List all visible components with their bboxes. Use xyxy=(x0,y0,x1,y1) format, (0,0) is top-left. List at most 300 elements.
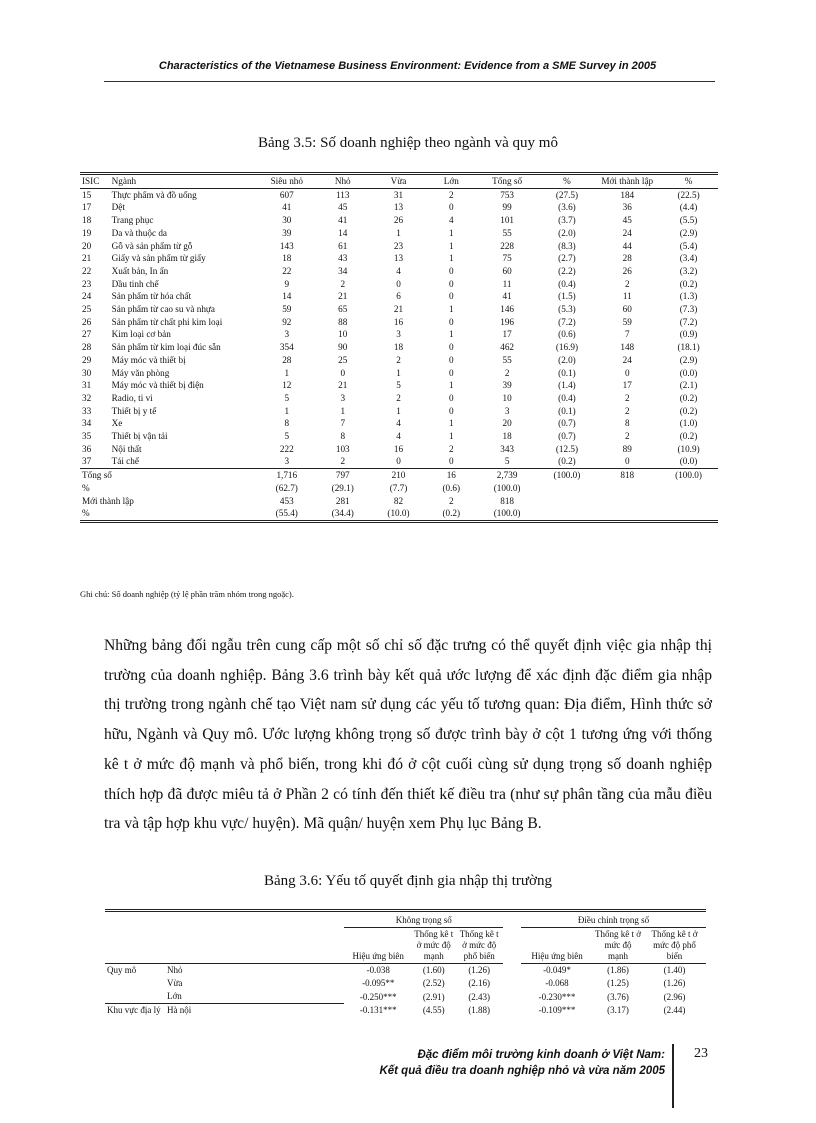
table-cell xyxy=(659,495,718,508)
table-cell: (2.9) xyxy=(679,227,698,238)
table-row xyxy=(80,290,718,303)
table-cell: 92 xyxy=(282,316,292,327)
table-row xyxy=(80,188,718,201)
table-cell xyxy=(595,482,659,495)
table-cell: 60 xyxy=(502,265,512,276)
summary-row xyxy=(80,495,718,508)
table-cell: (1.88) xyxy=(468,1005,491,1015)
table-cell: 818 xyxy=(620,470,635,481)
table-cell: (7.3) xyxy=(679,304,698,315)
table-cell: 27 xyxy=(82,329,92,340)
table-cell: (2.0) xyxy=(558,227,576,238)
summary-row xyxy=(80,482,718,495)
spacer-cell xyxy=(503,1004,521,1018)
table-cell: 18 xyxy=(282,253,292,264)
table-cell: 16 xyxy=(446,470,456,481)
table-cell: (1.5) xyxy=(558,291,576,302)
table-row xyxy=(80,455,718,468)
table-cell: 2 xyxy=(396,392,401,403)
table-cell: (2.91) xyxy=(422,991,445,1002)
table-cell: 0 xyxy=(448,316,454,327)
table-cell: 210 xyxy=(391,470,406,481)
table-cell: 31 xyxy=(393,189,404,200)
table-cell: (2.43) xyxy=(468,991,491,1002)
table-cell: 2 xyxy=(396,354,401,365)
table-cell: 196 xyxy=(500,316,514,327)
table-cell: (1.4) xyxy=(558,380,576,391)
table-cell: 29 xyxy=(82,354,92,365)
table-cell: 818 xyxy=(500,495,514,506)
table-cell: -0.109*** xyxy=(538,1005,576,1015)
table-cell xyxy=(595,507,659,521)
table-cell: 0 xyxy=(370,455,427,468)
table-cell: (0.4) xyxy=(558,278,576,289)
table-cell: 5 xyxy=(284,431,290,442)
table-cell: (2.52) xyxy=(422,978,445,988)
table-cell: 24 xyxy=(622,227,632,238)
table-cell: -0.230*** xyxy=(538,991,576,1002)
table-cell: 0 xyxy=(427,455,476,468)
table-row xyxy=(80,328,718,341)
table-cell: Máy móc và thiết bị xyxy=(111,354,186,365)
table-cell: (100.0) xyxy=(476,507,539,521)
table-cell: 228 xyxy=(500,240,514,251)
table-cell: 0 xyxy=(595,455,659,468)
table-cell: 2 xyxy=(448,443,454,454)
table-cell: 1 xyxy=(448,240,454,251)
table-row xyxy=(80,341,718,354)
table-cell: Thiết bị y tế xyxy=(111,405,157,416)
table-cell: (0.2) xyxy=(679,278,698,289)
table-cell: Trang phục xyxy=(111,215,154,226)
table-cell: (1.40) xyxy=(663,965,686,975)
table-cell: 34 xyxy=(82,418,92,429)
table-row xyxy=(80,443,718,456)
table-cell: Xuất bản, In ấn xyxy=(111,265,169,276)
table-cell: -0.095** xyxy=(362,978,395,988)
table-cell: (10.9) xyxy=(677,443,700,454)
table-cell: 25 xyxy=(82,304,92,315)
spacer-cell xyxy=(503,964,521,978)
table-cell: Nội thất xyxy=(111,443,142,454)
table-cell: (27.5) xyxy=(555,189,579,200)
table-cell: 13 xyxy=(393,253,404,264)
table-cell: (2.16) xyxy=(468,978,491,988)
table-cell: 23 xyxy=(82,278,92,289)
table-cell: (0.7) xyxy=(558,431,576,442)
table-cell: 17 xyxy=(82,202,92,213)
table-cell: 1 xyxy=(448,418,454,429)
table-cell: 16 xyxy=(393,316,404,327)
table-row xyxy=(80,252,718,265)
table-cell: 39 xyxy=(502,380,512,391)
table-cell: Dệt xyxy=(111,202,125,213)
table-cell: (100.0) xyxy=(553,470,581,481)
table-cell: 12 xyxy=(282,380,292,391)
table-cell: (12.5) xyxy=(555,443,579,454)
table-cell: 2,739 xyxy=(496,470,518,481)
sub-header: Hiệu ứng biên xyxy=(344,928,412,964)
table-cell: 14 xyxy=(282,291,292,302)
table-cell: 143 xyxy=(279,240,294,251)
table-cell: 45 xyxy=(338,202,348,213)
table-cell xyxy=(659,507,718,521)
table-cell: (100.0) xyxy=(493,482,521,493)
table-cell: 3 xyxy=(340,392,346,403)
table-cell: (1.26) xyxy=(468,965,491,975)
table-cell xyxy=(539,482,596,495)
table-cell: 607 xyxy=(279,189,294,200)
table-cell: 1 xyxy=(448,380,454,391)
table-cell: (0.7) xyxy=(558,418,576,429)
table-cell: % xyxy=(82,482,90,493)
table-cell: 5 xyxy=(396,380,401,391)
table-cell: (3.6) xyxy=(558,202,576,213)
table-cell: 75 xyxy=(502,253,512,264)
table-cell: 31 xyxy=(82,380,92,391)
table-row xyxy=(80,392,718,405)
table-row xyxy=(105,990,706,1004)
table-cell: Vừa xyxy=(166,978,183,988)
table-cell: 8 xyxy=(340,431,346,442)
table-cell: 17 xyxy=(622,380,632,391)
table-cell: 1 xyxy=(396,367,401,378)
table-cell: Nhỏ xyxy=(166,965,183,975)
table-cell: 2 xyxy=(340,278,346,289)
table-cell: 41 xyxy=(282,202,292,213)
table-cell: 16 xyxy=(393,443,404,454)
table-cell: 34 xyxy=(338,265,348,276)
table-cell: 22 xyxy=(282,265,292,276)
table-cell: (1.86) xyxy=(607,965,629,975)
table-cell: (8.3) xyxy=(558,240,576,251)
table-cell: 103 xyxy=(335,443,350,454)
table-cell: (0.6) xyxy=(558,329,576,340)
table-cell: 28 xyxy=(282,354,292,365)
table-cell: 2 xyxy=(448,189,454,200)
table-cell xyxy=(659,482,718,495)
table-cell: 21 xyxy=(338,291,348,302)
table-cell: 20 xyxy=(82,240,92,251)
table-cell: 1 xyxy=(448,431,454,442)
summary-row xyxy=(80,507,718,521)
spacer-cell xyxy=(503,977,521,990)
table-cell: 0 xyxy=(448,278,454,289)
table-cell: 61 xyxy=(338,240,348,251)
table-row xyxy=(80,240,718,253)
sub-header: Thống kê t ở mức độ mạnh xyxy=(593,928,643,964)
body-paragraph: Những bảng đối ngẫu trên cung cấp một số chỉ số đặc trưng có thể quyết định việc gia nhập thị trường của doanh nghiệp. Bảng 3.6 trình bày kết quả ước lượng để xác định đặc điểm gia nhập thị trường trong ngành chế tạo Việt nam sử dụng các yếu tố tương quan: Địa điểm, Hình thức sở hữu, Ngành và Quy mô. Ước lượng không trọng số được trình bày ở cột 1 tương ứng với thống kê t ở mức độ mạnh và phổ biến, trong khi đó ở cột cuối cùng sử dụng trọng số doanh nghiệp thích hợp đã được miêu tả ở Phần 2 có tính đến thiết kế điều tra (như sự phân tầng của mẫu điều tra và tập hợp khu vực/ huyện). Mã quận/ huyện xem Phụ lục Bảng B. xyxy=(104,637,712,833)
table-cell xyxy=(539,507,596,521)
table-cell: 1 xyxy=(448,329,454,340)
col-header: Siêu nhỏ xyxy=(258,174,315,189)
table-cell: Máy văn phòng xyxy=(111,367,170,378)
table-cell: Da và thuộc da xyxy=(111,227,167,238)
table-cell: 43 xyxy=(338,253,348,264)
table-cell: Lớn xyxy=(166,991,182,1001)
table-cell: 24 xyxy=(622,354,632,365)
table-cell: Máy móc và thiết bị điện xyxy=(111,380,204,391)
table-cell: 1 xyxy=(284,405,290,416)
table-cell: 462 xyxy=(500,342,514,353)
table-cell: -0.250*** xyxy=(359,991,397,1002)
spacer-cell xyxy=(503,990,521,1004)
table-cell: 28 xyxy=(622,253,632,264)
table-cell: 11 xyxy=(502,278,512,289)
table-cell: 4 xyxy=(396,265,401,276)
table-cell: 0 xyxy=(448,265,454,276)
table-cell: 7 xyxy=(624,329,630,340)
table-cell: 5 xyxy=(476,455,539,468)
sub-header: Thống kê t ở mức độ mạnh xyxy=(412,928,455,964)
table-cell: 354 xyxy=(279,342,294,353)
table-cell: 0 xyxy=(448,367,454,378)
col-header: Vừa xyxy=(370,174,427,189)
table-cell: 0 xyxy=(624,367,630,378)
table-cell: Hà nội xyxy=(165,1004,344,1018)
table-cell: 36 xyxy=(82,443,92,454)
table-cell: (7.7) xyxy=(389,482,408,493)
table-cell: 18 xyxy=(393,342,404,353)
table-cell: 88 xyxy=(338,316,348,327)
table-row xyxy=(80,430,718,443)
header-rule xyxy=(104,81,715,82)
table-cell: 8 xyxy=(284,418,290,429)
table-row xyxy=(105,1004,706,1018)
table-cell: 39 xyxy=(282,227,292,238)
table-cell: (0.2) xyxy=(679,392,698,403)
col-header: % xyxy=(539,174,596,189)
table-3-6 xyxy=(105,909,706,1017)
table-cell: (18.1) xyxy=(677,342,700,353)
table-cell: 2 xyxy=(624,431,630,442)
table-cell: (5.5) xyxy=(679,215,698,226)
table-cell: (0.2) xyxy=(679,431,698,442)
table-cell: (0.0) xyxy=(679,367,698,378)
table-cell: 1 xyxy=(448,253,454,264)
table-cell: 25 xyxy=(338,354,348,365)
table-cell: 55 xyxy=(502,354,512,365)
table-cell: (29.1) xyxy=(331,482,354,493)
table-cell: 4 xyxy=(396,418,401,429)
table-cell: Giấy và sản phẩm từ giấy xyxy=(111,253,206,264)
table-cell: 15 xyxy=(82,189,92,200)
table-row xyxy=(105,977,706,990)
table-cell: Gỗ và sản phẩm từ gỗ xyxy=(111,240,193,251)
table-cell: (0.1) xyxy=(558,367,576,378)
table-cell: 3 xyxy=(504,405,510,416)
table-cell: (4.55) xyxy=(422,1005,445,1015)
table-cell: 37 xyxy=(80,455,110,468)
table-cell: 89 xyxy=(622,443,632,454)
table-cell: 3 xyxy=(284,329,290,340)
table-cell: 60 xyxy=(622,304,632,315)
col-header: Tổng số xyxy=(476,174,539,189)
table-cell: (4.4) xyxy=(679,202,698,213)
table-cell: (0.1) xyxy=(558,405,576,416)
table-cell: 148 xyxy=(620,342,635,353)
table-cell: (5.3) xyxy=(558,304,576,315)
table-cell: (0.2) xyxy=(679,405,698,416)
table-cell: 0 xyxy=(448,202,454,213)
table-row xyxy=(80,354,718,367)
table-row xyxy=(80,379,718,392)
table-cell: (100.0) xyxy=(675,470,702,481)
table-cell: 6 xyxy=(396,291,401,302)
table-cell: (5.4) xyxy=(679,240,698,251)
table-cell: Mới thành lập xyxy=(82,495,134,506)
table-cell: 17 xyxy=(502,329,512,340)
table-cell: (0.4) xyxy=(558,392,576,403)
table-cell: Thực phẩm và đồ uống xyxy=(111,189,197,200)
table-cell: 3 xyxy=(258,455,315,468)
table-cell: 4 xyxy=(448,215,454,226)
table-cell: 113 xyxy=(336,189,350,200)
table-cell: Dầu tinh chế xyxy=(111,278,159,289)
table-cell: 14 xyxy=(338,227,348,238)
table-cell: Xe xyxy=(111,418,123,429)
table-cell: Thiết bị vận tải xyxy=(111,431,168,442)
table-cell: 30 xyxy=(82,367,92,378)
table-cell: 2 xyxy=(448,495,454,506)
table-cell: 0 xyxy=(448,354,454,365)
table-cell: 4 xyxy=(396,431,401,442)
table-cell: % xyxy=(80,507,258,521)
table-cell: Tái chế xyxy=(110,455,259,468)
table-cell: (0.2) xyxy=(539,455,596,468)
table-cell: (7.2) xyxy=(558,316,576,327)
table-cell: 0 xyxy=(448,392,454,403)
sub-header: Hiệu ứng biên xyxy=(521,928,593,964)
table-cell xyxy=(539,495,596,508)
table-cell: 146 xyxy=(500,304,514,315)
table-cell: 5 xyxy=(284,392,290,403)
table-cell: 7 xyxy=(340,418,346,429)
page-number: 23 xyxy=(694,1046,708,1061)
table-row xyxy=(80,417,718,430)
table-cell: 0 xyxy=(340,367,346,378)
footer-title: Đặc điểm môi trường kinh doanh ở Việt Nam: Kết quả điều tra doanh nghiệp nhỏ và vừa năm 2005 xyxy=(379,1049,665,1077)
table-cell: Sản phẩm từ kim loại đúc sẵn xyxy=(111,342,221,353)
footer-rule xyxy=(672,1044,674,1108)
table-cell: 10 xyxy=(338,329,348,340)
table-cell: 3 xyxy=(396,329,401,340)
table-cell: (0.6) xyxy=(442,482,461,493)
table-row xyxy=(80,278,718,291)
table-cell: 8 xyxy=(624,418,630,429)
col-header: ISIC xyxy=(80,174,110,189)
table-row xyxy=(80,316,718,329)
table-cell: Tổng số xyxy=(82,470,112,481)
table-cell: (3.17) xyxy=(607,1005,629,1015)
table-cell: 18 xyxy=(502,431,512,442)
table-cell: 0 xyxy=(448,291,454,302)
table-cell: Kim loại cơ bản xyxy=(111,329,171,340)
table-cell: Sản phẩm từ chất phi kim loại xyxy=(111,316,223,327)
table-3-6-caption: Bảng 3.6: Yếu tố quyết định gia nhập thị trường xyxy=(264,873,552,889)
table-cell: 23 xyxy=(393,240,404,251)
table-cell: 184 xyxy=(620,189,635,200)
table-3-5-note: Ghi chú: Số doanh nghiệp (tỷ lệ phần trăm nhóm trong ngoặc). xyxy=(80,589,294,599)
table-cell: Sản phẩm từ cao su và nhựa xyxy=(111,304,215,315)
table-cell: (2.7) xyxy=(558,253,576,264)
table-cell: (16.9) xyxy=(555,342,579,353)
table-cell: (3.76) xyxy=(607,991,629,1002)
table-cell: 11 xyxy=(622,291,632,302)
table-cell: 26 xyxy=(393,215,404,226)
table-row xyxy=(80,303,718,316)
table-cell: 90 xyxy=(338,342,348,353)
table-cell: (3.7) xyxy=(558,215,576,226)
table-row xyxy=(80,214,718,227)
table-cell: 18 xyxy=(82,215,92,226)
table-cell: 45 xyxy=(622,215,632,226)
table-cell: (34.4) xyxy=(315,507,370,521)
table-cell: 2 xyxy=(624,392,630,403)
table-cell: 797 xyxy=(335,470,350,481)
table-cell: (1.3) xyxy=(679,291,698,302)
table-cell: (10.0) xyxy=(370,507,427,521)
table-row xyxy=(80,367,718,380)
table-cell: 28 xyxy=(82,342,92,353)
table-cell: (7.2) xyxy=(679,316,698,327)
table-cell: Radio, ti vi xyxy=(111,392,153,403)
table-row xyxy=(105,964,706,978)
table-cell: 55 xyxy=(502,227,512,238)
table-cell: (3.4) xyxy=(679,253,698,264)
table-cell: (0.9) xyxy=(679,329,698,340)
table-cell: (3.2) xyxy=(679,265,698,276)
table-row xyxy=(80,405,718,418)
table-cell: 453 xyxy=(279,495,294,506)
table-cell: (1.25) xyxy=(607,978,629,988)
table-cell: 281 xyxy=(335,495,350,506)
table-cell xyxy=(105,990,165,1004)
table-cell: (2.1) xyxy=(679,380,698,391)
table-cell: 1,716 xyxy=(276,470,298,481)
table-cell: 41 xyxy=(502,291,512,302)
table-cell: 9 xyxy=(284,278,290,289)
group-header-weighted: Điều chỉnh trọng số xyxy=(521,914,706,928)
table-cell: (1.60) xyxy=(422,965,445,975)
table-cell: -0.049* xyxy=(543,965,571,975)
table-row xyxy=(80,265,718,278)
table-cell: 99 xyxy=(502,202,512,213)
running-header: Characteristics of the Vietnamese Business Environment: Evidence from a SME Survey in 2005 xyxy=(158,60,657,72)
table-3-5 xyxy=(80,172,718,523)
table-cell: (55.4) xyxy=(258,507,315,521)
table-cell: 21 xyxy=(338,380,348,391)
table-cell: 32 xyxy=(82,392,92,403)
group-header-unweighted: Không trọng số xyxy=(344,914,503,928)
sub-header: Thống kê t ở mức độ phổ biến xyxy=(455,928,503,964)
table-cell: 2 xyxy=(624,278,630,289)
table-cell: 0 xyxy=(396,278,401,289)
table-cell: (22.5) xyxy=(677,189,700,200)
table-cell: 753 xyxy=(500,189,514,200)
table-cell: -0.068 xyxy=(545,978,569,988)
table-cell: (1.0) xyxy=(679,418,698,429)
table-cell: 1 xyxy=(448,304,454,315)
table-cell: 13 xyxy=(393,202,404,213)
table-cell: (2.0) xyxy=(558,354,576,365)
table-cell xyxy=(595,495,659,508)
table-cell: Sản phẩm từ hóa chất xyxy=(111,291,192,302)
table-cell: (2.44) xyxy=(663,1005,686,1015)
table-cell: (0.0) xyxy=(659,455,718,468)
table-cell: 1 xyxy=(448,227,454,238)
table-cell: -0.038 xyxy=(366,965,390,975)
